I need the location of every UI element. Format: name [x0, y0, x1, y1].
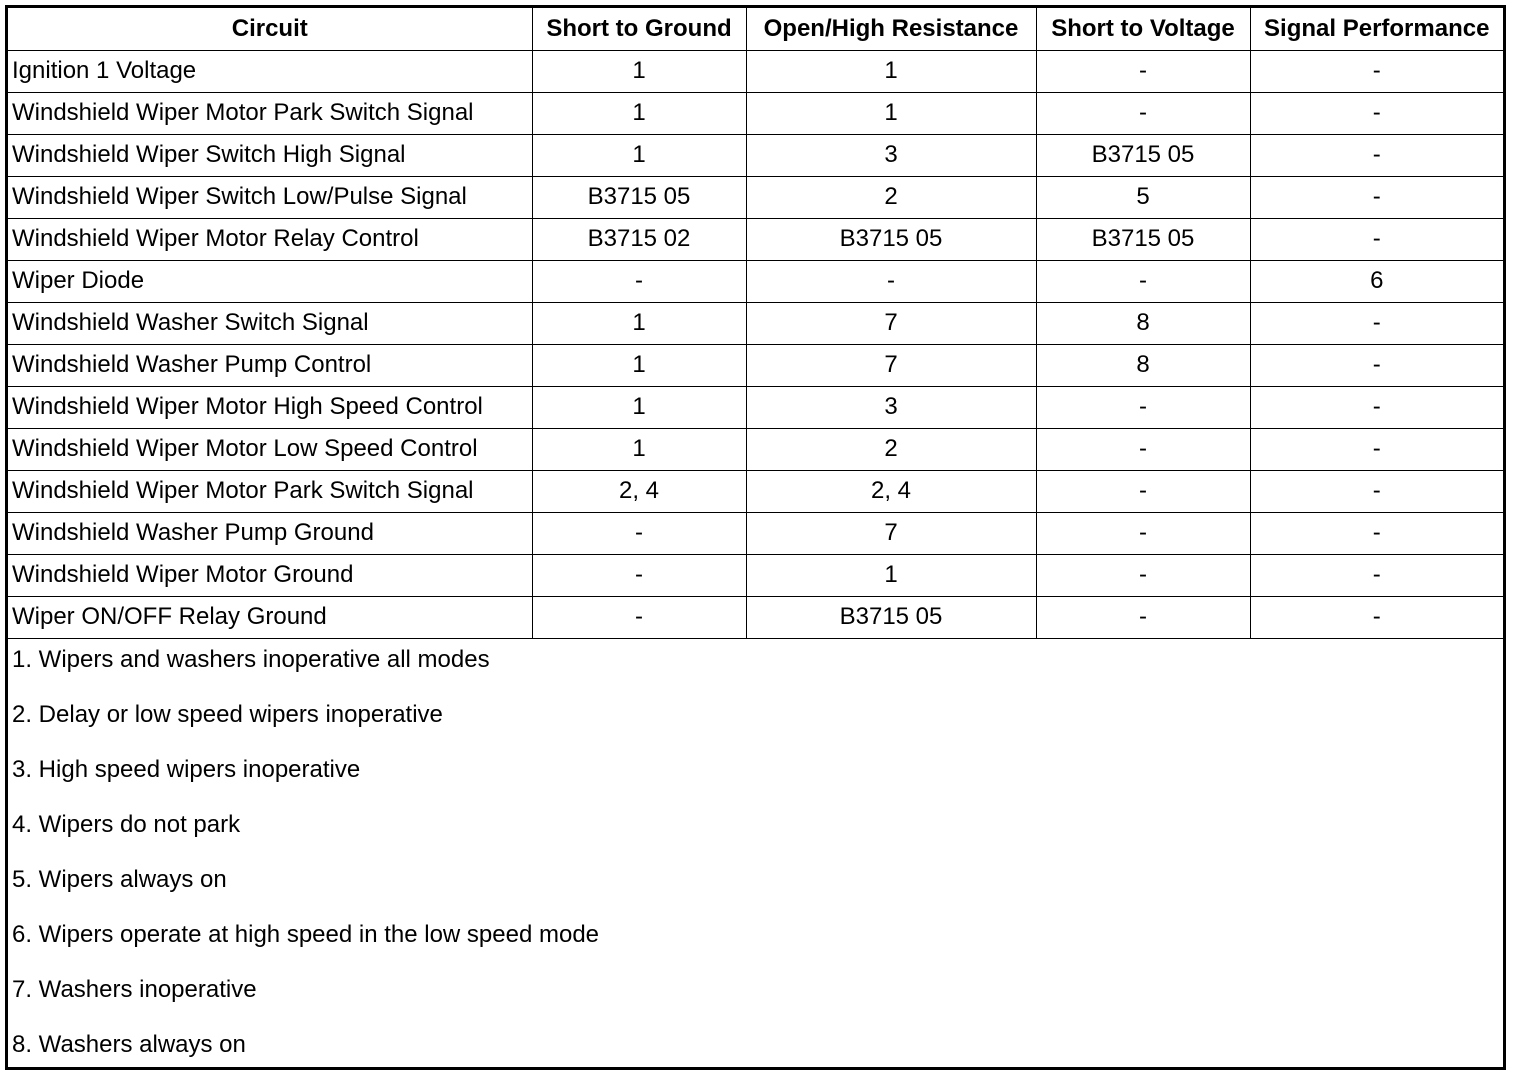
cell-signal-performance: - [1250, 428, 1503, 470]
cell-circuit: Windshield Washer Switch Signal [8, 302, 532, 344]
cell-open-high-resistance: 2, 4 [746, 470, 1036, 512]
note-item: 1. Wipers and washers inoperative all modes [12, 639, 1503, 694]
table-row [8, 386, 1503, 428]
diagnostic-table-frame [5, 5, 1506, 1070]
cell-open-high-resistance: 1 [746, 50, 1036, 92]
header-signal-performance: Signal Performance [1250, 8, 1503, 50]
cell-circuit: Windshield Wiper Motor Park Switch Signal [8, 470, 532, 512]
cell-signal-performance: - [1250, 596, 1503, 638]
cell-short-to-voltage: - [1036, 512, 1250, 554]
note-item: 5. Wipers always on [12, 859, 1503, 914]
note-item: 6. Wipers operate at high speed in the low speed mode [12, 914, 1503, 969]
header-short-to-ground: Short to Ground [532, 8, 746, 50]
cell-circuit: Windshield Washer Pump Ground [8, 512, 532, 554]
table-row [8, 596, 1503, 638]
cell-short-to-ground: B3715 05 [532, 176, 746, 218]
table-row [8, 512, 1503, 554]
cell-short-to-ground: - [532, 596, 746, 638]
cell-short-to-voltage: - [1036, 470, 1250, 512]
cell-open-high-resistance: 2 [746, 428, 1036, 470]
cell-short-to-voltage: B3715 05 [1036, 218, 1250, 260]
note-item: 2. Delay or low speed wipers inoperative [12, 694, 1503, 749]
table-row [8, 260, 1503, 302]
table-row [8, 554, 1503, 596]
note-item: 8. Washers always on [12, 1024, 1503, 1079]
cell-short-to-ground: 1 [532, 386, 746, 428]
cell-open-high-resistance: 7 [746, 512, 1036, 554]
cell-short-to-ground: 1 [532, 50, 746, 92]
cell-open-high-resistance: B3715 05 [746, 218, 1036, 260]
cell-open-high-resistance: 1 [746, 92, 1036, 134]
cell-circuit: Windshield Washer Pump Control [8, 344, 532, 386]
table-row [8, 134, 1503, 176]
cell-signal-performance: - [1250, 386, 1503, 428]
cell-short-to-ground: 1 [532, 428, 746, 470]
cell-signal-performance: - [1250, 344, 1503, 386]
cell-short-to-voltage: - [1036, 92, 1250, 134]
cell-open-high-resistance: 7 [746, 302, 1036, 344]
table-row [8, 428, 1503, 470]
cell-short-to-ground: 1 [532, 92, 746, 134]
cell-open-high-resistance: 3 [746, 386, 1036, 428]
cell-signal-performance: - [1250, 302, 1503, 344]
cell-circuit: Windshield Wiper Motor High Speed Control [8, 386, 532, 428]
table-row [8, 92, 1503, 134]
cell-short-to-ground: - [532, 554, 746, 596]
cell-open-high-resistance: B3715 05 [746, 596, 1036, 638]
header-circuit: Circuit [8, 8, 532, 50]
cell-circuit: Windshield Wiper Switch Low/Pulse Signal [8, 176, 532, 218]
cell-signal-performance: - [1250, 218, 1503, 260]
cell-signal-performance: 6 [1250, 260, 1503, 302]
cell-short-to-ground: B3715 02 [532, 218, 746, 260]
cell-circuit: Windshield Wiper Motor Low Speed Control [8, 428, 532, 470]
cell-signal-performance: - [1250, 470, 1503, 512]
cell-short-to-voltage: - [1036, 386, 1250, 428]
cell-short-to-ground: 1 [532, 344, 746, 386]
cell-short-to-voltage: 8 [1036, 344, 1250, 386]
cell-signal-performance: - [1250, 554, 1503, 596]
cell-short-to-ground: - [532, 512, 746, 554]
cell-short-to-ground: 1 [532, 302, 746, 344]
circuit-fault-table [8, 8, 1503, 639]
table-row [8, 470, 1503, 512]
header-row [8, 8, 1503, 50]
cell-short-to-voltage: 8 [1036, 302, 1250, 344]
table-row [8, 344, 1503, 386]
cell-open-high-resistance: 3 [746, 134, 1036, 176]
cell-signal-performance: - [1250, 512, 1503, 554]
cell-signal-performance: - [1250, 176, 1503, 218]
cell-short-to-voltage: - [1036, 554, 1250, 596]
note-item: 7. Washers inoperative [12, 969, 1503, 1024]
cell-short-to-ground: 1 [532, 134, 746, 176]
cell-circuit: Wiper Diode [8, 260, 532, 302]
cell-short-to-voltage: - [1036, 428, 1250, 470]
header-short-to-voltage: Short to Voltage [1036, 8, 1250, 50]
table-row [8, 176, 1503, 218]
header-open-high-resistance: Open/High Resistance [746, 8, 1036, 50]
cell-circuit: Ignition 1 Voltage [8, 50, 532, 92]
cell-short-to-voltage: - [1036, 596, 1250, 638]
cell-circuit: Windshield Wiper Motor Park Switch Signal [8, 92, 532, 134]
table-row [8, 218, 1503, 260]
cell-short-to-voltage: - [1036, 260, 1250, 302]
cell-circuit: Wiper ON/OFF Relay Ground [8, 596, 532, 638]
cell-open-high-resistance: - [746, 260, 1036, 302]
table-row [8, 302, 1503, 344]
cell-short-to-ground: 2, 4 [532, 470, 746, 512]
cell-short-to-voltage: B3715 05 [1036, 134, 1250, 176]
cell-signal-performance: - [1250, 50, 1503, 92]
cell-short-to-voltage: 5 [1036, 176, 1250, 218]
cell-short-to-ground: - [532, 260, 746, 302]
table-body [8, 50, 1503, 638]
cell-circuit: Windshield Wiper Switch High Signal [8, 134, 532, 176]
cell-circuit: Windshield Wiper Motor Ground [8, 554, 532, 596]
cell-open-high-resistance: 7 [746, 344, 1036, 386]
cell-short-to-voltage: - [1036, 50, 1250, 92]
notes-list [8, 639, 1503, 1079]
cell-signal-performance: - [1250, 92, 1503, 134]
cell-circuit: Windshield Wiper Motor Relay Control [8, 218, 532, 260]
note-item: 4. Wipers do not park [12, 804, 1503, 859]
cell-open-high-resistance: 2 [746, 176, 1036, 218]
note-item: 3. High speed wipers inoperative [12, 749, 1503, 804]
table-row [8, 50, 1503, 92]
cell-signal-performance: - [1250, 134, 1503, 176]
cell-open-high-resistance: 1 [746, 554, 1036, 596]
